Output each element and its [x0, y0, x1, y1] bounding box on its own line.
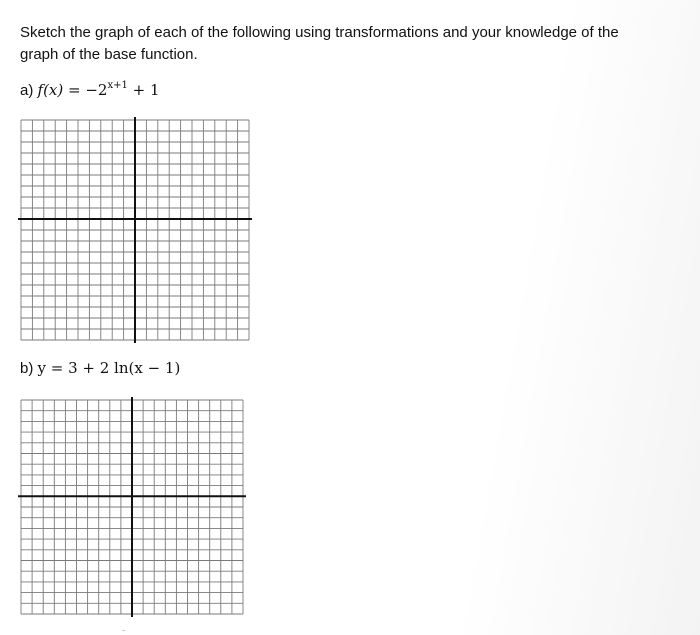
problem-a-tail: + 1 [127, 81, 160, 99]
page-mark [122, 630, 125, 631]
graph-grid-b[interactable] [18, 397, 246, 617]
problem-a-equation [38, 81, 160, 99]
graph-grid-a[interactable] [18, 117, 252, 343]
instructions-text: Sketch the graph of each of the following using transformations and your knowledge of the graph of the base function. [20, 24, 619, 63]
problem-a [20, 80, 160, 101]
problem-b [20, 358, 180, 379]
problem-a-base: 2 [97, 81, 108, 99]
problem-a-exponent: x+1 [107, 80, 128, 91]
grid-a-svg[interactable] [18, 117, 252, 343]
problem-a-lhs: f(x) = − [37, 81, 98, 99]
grid-b-svg[interactable] [18, 397, 246, 617]
problem-a-label: a) [20, 82, 34, 99]
problem-b-label: b) [20, 360, 34, 377]
problem-b-equation: y = 3 + 2 ln(x − 1) [37, 359, 181, 377]
